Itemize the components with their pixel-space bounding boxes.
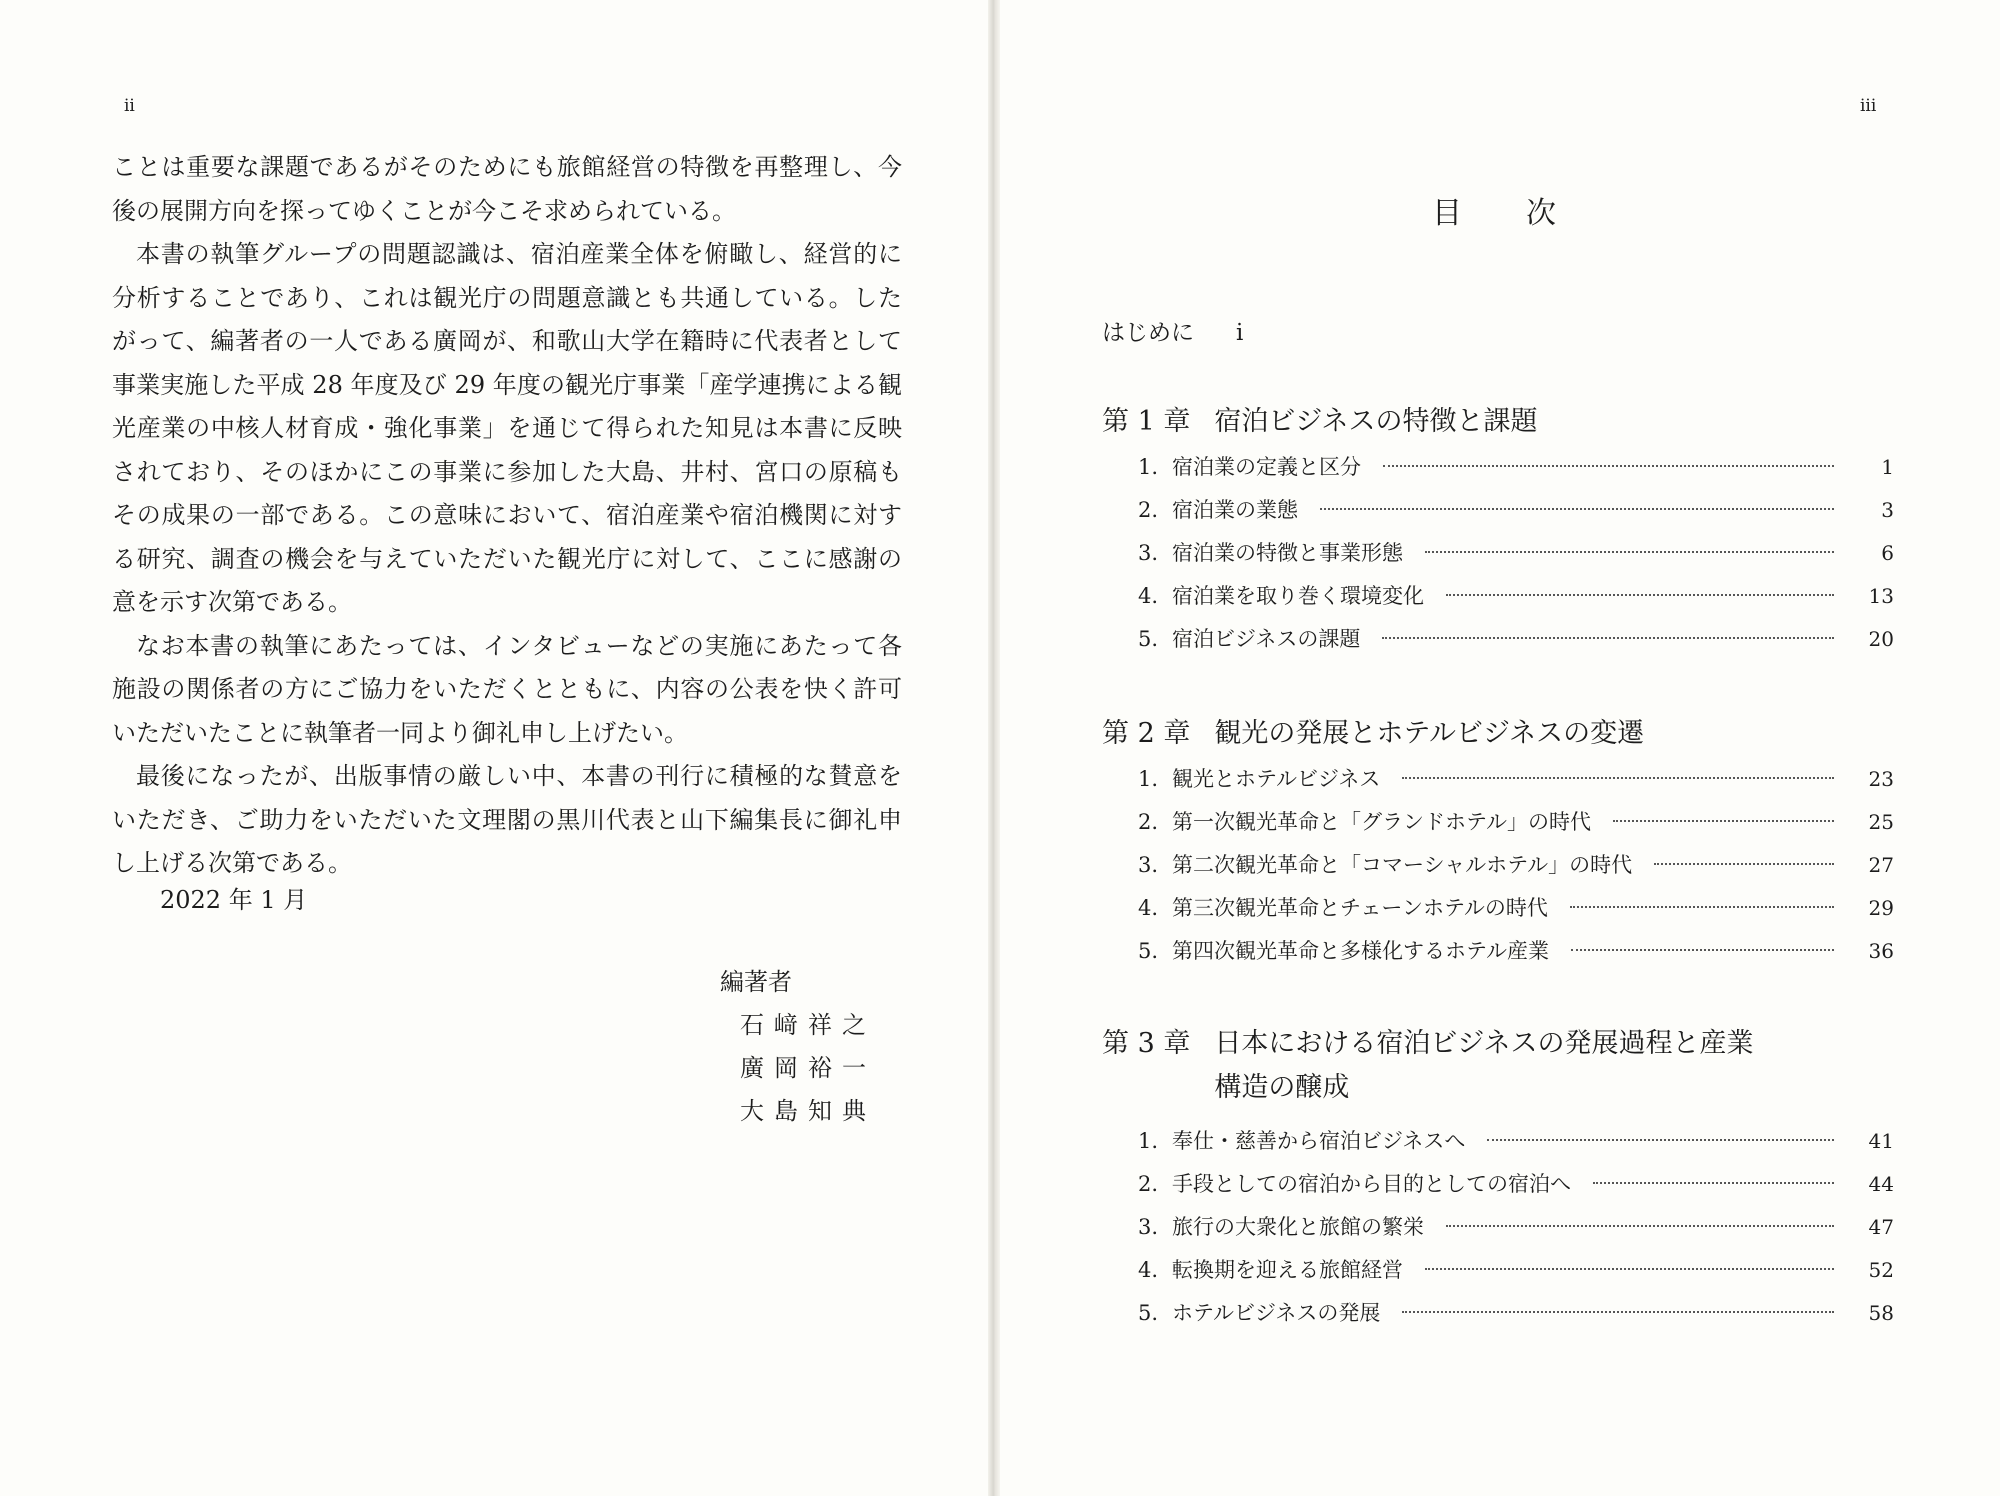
dot-leader bbox=[1320, 508, 1834, 510]
toc-entry[interactable] bbox=[1102, 1206, 1894, 1249]
paragraph: なお本書の執筆にあたっては、インタビューなどの実施にあたって各施設の関係者の方にご協力をいただくとともに、内容の公表を快く許可いただいたことに執筆者一同より御礼申し上げたい。 bbox=[112, 631, 902, 747]
chapter-heading[interactable] bbox=[1102, 1022, 1894, 1110]
entry-page: 1 bbox=[1881, 455, 1894, 479]
chapter-heading[interactable] bbox=[1102, 712, 1894, 756]
dot-leader bbox=[1402, 1311, 1834, 1313]
entry-title: 転換期を迎える旅館経営 bbox=[1172, 1258, 1403, 1282]
editor-name: 廣岡裕一 bbox=[740, 1054, 876, 1082]
dot-leader bbox=[1487, 1139, 1834, 1141]
toc-intro-page: i bbox=[1236, 320, 1244, 346]
toc-entry[interactable] bbox=[1102, 532, 1894, 575]
editor-list bbox=[740, 1004, 876, 1133]
entry-number: 2. bbox=[1137, 498, 1158, 522]
dot-leader bbox=[1383, 465, 1834, 467]
entry-title: 宿泊業の業態 bbox=[1172, 498, 1298, 522]
entry-page: 6 bbox=[1881, 541, 1894, 565]
entry-page: 3 bbox=[1881, 498, 1894, 522]
toc-entry[interactable] bbox=[1102, 1249, 1894, 1292]
toc-entry[interactable] bbox=[1102, 930, 1894, 973]
entry-number: 3. bbox=[1137, 1215, 1158, 1239]
entry-number: 2. bbox=[1137, 810, 1158, 834]
entry-number: 5. bbox=[1137, 1301, 1158, 1325]
entry-page: 52 bbox=[1868, 1258, 1894, 1282]
paragraph: 最後になったが、出版事情の厳しい中、本書の刊行に積極的な賛意をいただき、ご助力をいただいた文理閣の黒川代表と山下編集長に御礼申し上げる次第である。 bbox=[112, 762, 902, 877]
toc-chapter-2 bbox=[1102, 712, 1894, 973]
entry-title: 観光とホテルビジネス bbox=[1172, 767, 1381, 791]
toc-entry[interactable] bbox=[1102, 575, 1894, 618]
entry-number: 1. bbox=[1137, 455, 1158, 479]
entry-title: 手段としての宿泊から目的としての宿泊へ bbox=[1172, 1172, 1571, 1196]
chapter-number: 第 3 章 bbox=[1102, 1028, 1191, 1059]
right-folio: iii bbox=[1860, 96, 1877, 116]
entry-number: 4. bbox=[1137, 896, 1158, 920]
entry-number: 3. bbox=[1137, 541, 1158, 565]
chapter-entries bbox=[1102, 1120, 1894, 1335]
toc-intro[interactable] bbox=[1102, 314, 1243, 347]
entry-number: 1. bbox=[1137, 767, 1158, 791]
left-folio: ii bbox=[124, 96, 135, 116]
toc-entry[interactable] bbox=[1102, 844, 1894, 887]
dot-leader bbox=[1654, 863, 1834, 865]
toc-title: 目次 bbox=[1432, 196, 1620, 231]
entry-title: 宿泊ビジネスの課題 bbox=[1172, 627, 1361, 651]
toc-entry[interactable] bbox=[1102, 758, 1894, 801]
toc-entry[interactable] bbox=[1102, 446, 1894, 489]
entry-title: 第四次観光革命と多様化するホテル産業 bbox=[1172, 939, 1549, 963]
entry-title: 第三次観光革命とチェーンホテルの時代 bbox=[1172, 896, 1548, 920]
editor-name: 石﨑祥之 bbox=[740, 1011, 876, 1039]
entry-number: 2. bbox=[1137, 1172, 1158, 1196]
editor-label: 編著者 bbox=[720, 968, 792, 996]
toc-entry[interactable] bbox=[1102, 801, 1894, 844]
entry-number: 4. bbox=[1137, 584, 1158, 608]
entry-page: 29 bbox=[1868, 896, 1894, 920]
toc-entry[interactable] bbox=[1102, 618, 1894, 661]
dot-leader bbox=[1402, 777, 1834, 779]
entry-page: 25 bbox=[1868, 810, 1894, 834]
toc-chapter-1 bbox=[1102, 400, 1894, 661]
entry-title: 第一次観光革命と「グランドホテル」の時代 bbox=[1172, 810, 1591, 834]
entry-number: 5. bbox=[1137, 627, 1158, 651]
chapter-title: 宿泊ビジネスの特徴と課題 bbox=[1214, 406, 1538, 437]
dot-leader bbox=[1425, 1268, 1834, 1270]
dot-leader bbox=[1446, 594, 1834, 596]
chapter-entries bbox=[1102, 446, 1894, 661]
dot-leader bbox=[1593, 1182, 1834, 1184]
chapter-heading[interactable] bbox=[1102, 400, 1894, 444]
toc-entry[interactable] bbox=[1102, 1120, 1894, 1163]
paragraph: 本書の執筆グループの問題認識は、宿泊産業全体を俯瞰し、経営的に分析することであり、これは観光庁の問題意識とも共通している。したがって、編著者の一人である廣岡が、和歌山大学在籍時に代表者として事業実施した平成 28 年度及び 29 年度の観光庁事業「産学連携による観光産業の中核人材育成・強化事業」を通じて得られた知見は本書に反映されており、そのほかにこの事業に参加した大島、井村、宮口の原稿もその成果の一部である。この意味において、宿泊産業や宿泊機関に対する研究、調査の機会を与えていただいた観光庁に対して、ここに感謝の意を示す次第である。 bbox=[112, 240, 902, 616]
entry-number: 5. bbox=[1137, 939, 1158, 963]
preface-date: 2022 年 1 月 bbox=[160, 886, 308, 914]
toc-chapter-3 bbox=[1102, 1022, 1894, 1335]
book-gutter bbox=[988, 0, 1000, 1496]
entry-page: 58 bbox=[1868, 1301, 1894, 1325]
dot-leader bbox=[1570, 906, 1834, 908]
chapter-number: 第 1 章 bbox=[1102, 406, 1191, 437]
chapter-number: 第 2 章 bbox=[1102, 718, 1191, 749]
chapter-title: 日本における宿泊ビジネスの発展過程と産業構造の醸成 bbox=[1214, 1028, 1754, 1103]
toc-entry[interactable] bbox=[1102, 489, 1894, 532]
dot-leader bbox=[1613, 820, 1834, 822]
entry-title: 宿泊業の特徴と事業形態 bbox=[1172, 541, 1403, 565]
dot-leader bbox=[1446, 1225, 1834, 1227]
entry-title: ホテルビジネスの発展 bbox=[1172, 1301, 1381, 1325]
entry-title: 旅行の大衆化と旅館の繁栄 bbox=[1172, 1215, 1424, 1239]
editor-name: 大島知典 bbox=[740, 1097, 876, 1125]
entry-number: 1. bbox=[1137, 1129, 1158, 1153]
entry-page: 47 bbox=[1868, 1215, 1894, 1239]
entry-page: 13 bbox=[1868, 584, 1894, 608]
entry-page: 36 bbox=[1868, 939, 1894, 963]
entry-page: 44 bbox=[1868, 1172, 1894, 1196]
paragraph: ことは重要な課題であるがそのためにも旅館経営の特徴を再整理し、今後の展開方向を探ってゆくことが今こそ求められている。 bbox=[112, 153, 902, 225]
toc-entry[interactable] bbox=[1102, 887, 1894, 930]
entry-number: 3. bbox=[1137, 853, 1158, 877]
entry-page: 20 bbox=[1868, 627, 1894, 651]
dot-leader bbox=[1425, 551, 1834, 553]
entry-title: 第二次観光革命と「コマーシャルホテル」の時代 bbox=[1172, 853, 1633, 877]
dot-leader bbox=[1571, 949, 1834, 951]
toc-intro-label: はじめに bbox=[1102, 320, 1194, 346]
toc-entry[interactable] bbox=[1102, 1292, 1894, 1335]
entry-page: 27 bbox=[1868, 853, 1894, 877]
chapter-entries bbox=[1102, 758, 1894, 973]
preface-body bbox=[112, 146, 902, 886]
entry-title: 奉仕・慈善から宿泊ビジネスへ bbox=[1172, 1129, 1466, 1153]
chapter-title: 観光の発展とホテルビジネスの変遷 bbox=[1214, 718, 1645, 749]
entry-title: 宿泊業の定義と区分 bbox=[1172, 455, 1361, 479]
entry-number: 4. bbox=[1137, 1258, 1158, 1282]
toc-entry[interactable] bbox=[1102, 1163, 1894, 1206]
entry-page: 41 bbox=[1868, 1129, 1894, 1153]
entry-page: 23 bbox=[1868, 767, 1894, 791]
dot-leader bbox=[1382, 637, 1834, 639]
entry-title: 宿泊業を取り巻く環境変化 bbox=[1172, 584, 1424, 608]
